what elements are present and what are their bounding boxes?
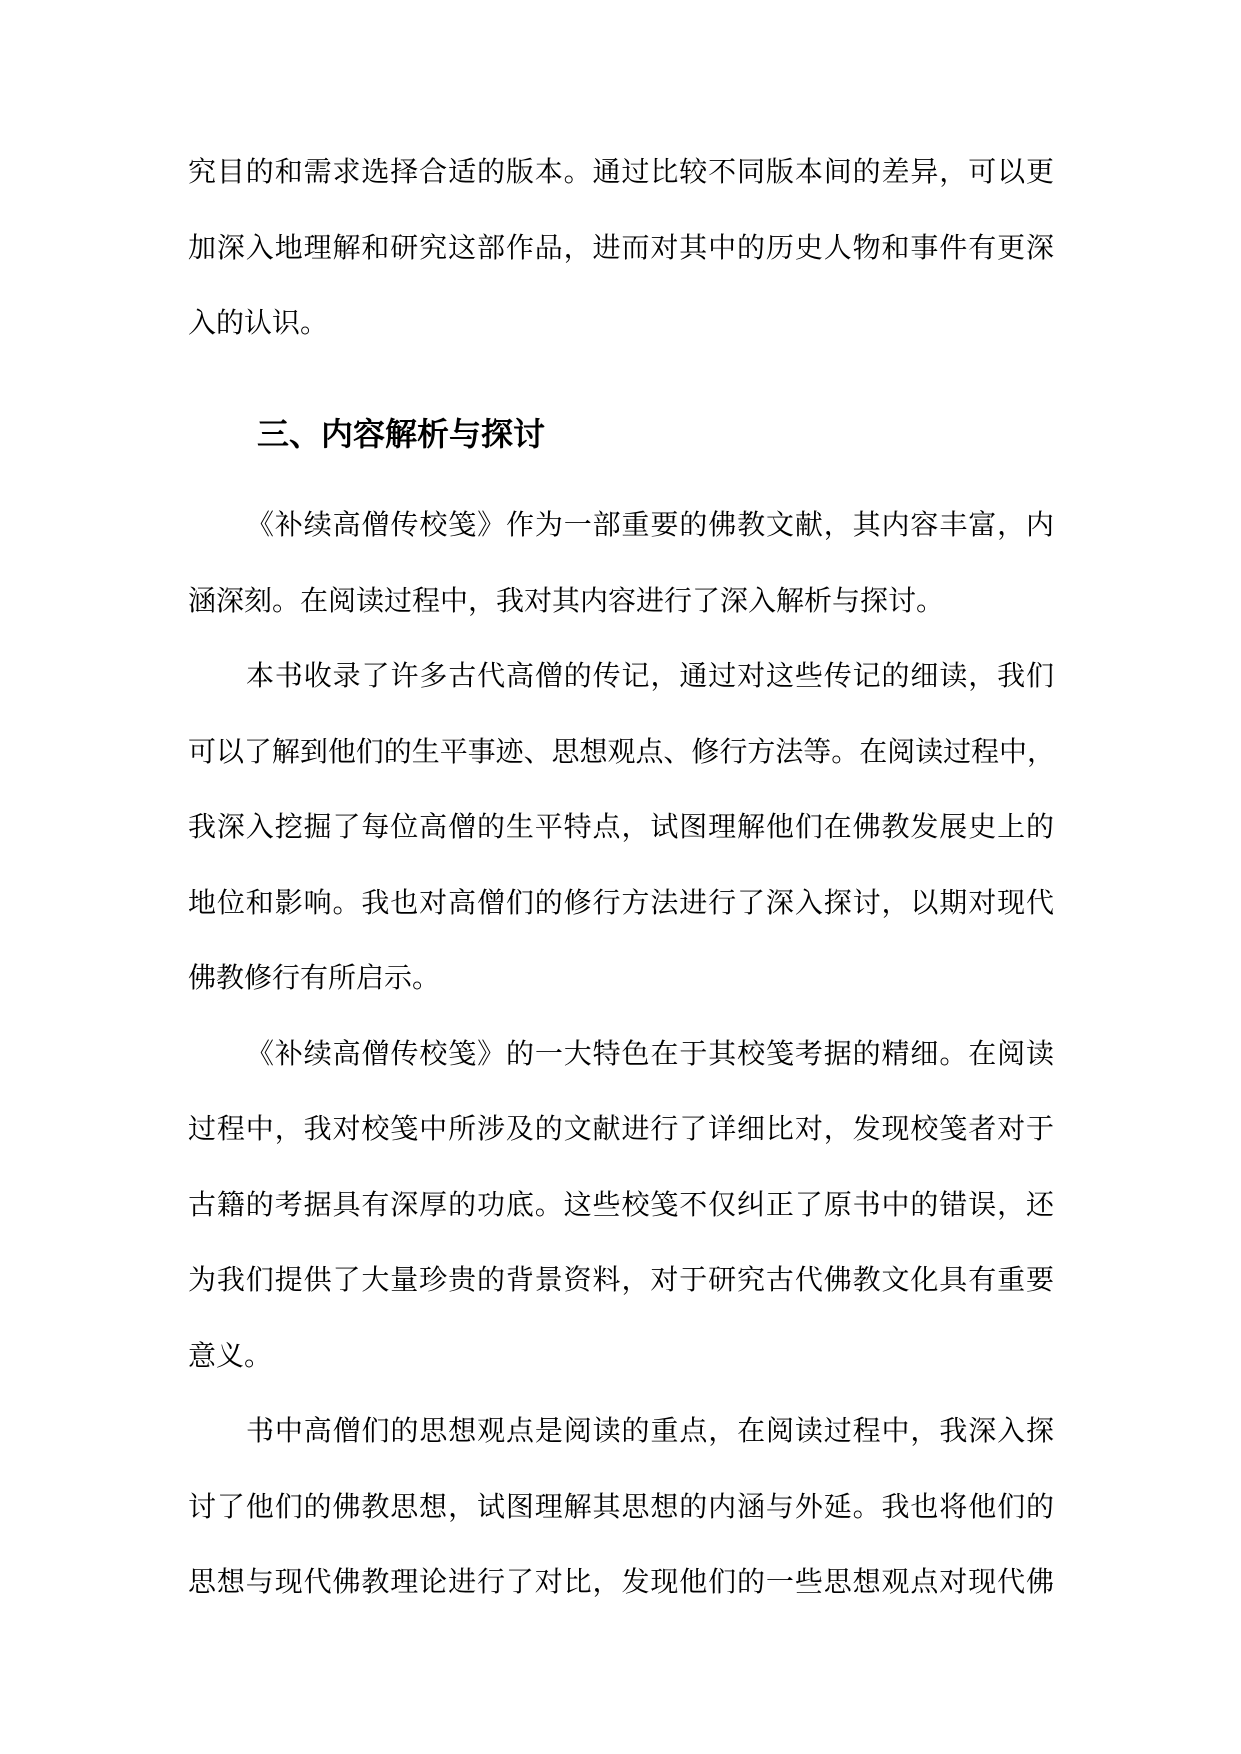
text-line: 地位和影响。我也对高僧们的修行方法进行了深入探讨，以期对现代: [188, 885, 1054, 919]
text-line: 入的认识。: [188, 306, 329, 339]
text-line: 《补续高僧传校笺》作为一部重要的佛教文献，其内容丰富，内: [246, 508, 1054, 541]
text-line: 佛教修行有所启示。: [188, 961, 441, 994]
text-line: 我深入挖掘了每位高僧的生平特点，试图理解他们在佛教发展史上的: [188, 810, 1054, 843]
text-line: 古籍的考据具有深厚的功底。这些校笺不仅纠正了原书中的错误，还: [188, 1187, 1054, 1221]
text-line: 讨了他们的佛教思想，试图理解其思想的内涵与外延。我也将他们的: [188, 1489, 1054, 1523]
paragraph: [188, 1393, 1054, 1620]
text-line: 为我们提供了大量珍贵的背景资料，对于研究古代佛教文化具有重要: [188, 1263, 1054, 1296]
text-line: 究目的和需求选择合适的版本。通过比较不同版本间的差异，可以更: [188, 155, 1054, 188]
text-line: 可以了解到他们的生平事迹、思想观点、修行方法等。在阅读过程中，: [188, 734, 1054, 768]
section-heading: 三、内容解析与探讨: [257, 414, 546, 453]
text-line: 书中高僧们的思想观点是阅读的重点，在阅读过程中，我深入探: [246, 1414, 1054, 1447]
document-body: [188, 134, 1054, 1620]
text-line: 《补续高僧传校笺》的一大特色在于其校笺考据的精细。在阅读: [246, 1036, 1054, 1070]
text-line: 思想与现代佛教理论进行了对比，发现他们的一些思想观点对现代佛: [188, 1565, 1054, 1598]
paragraph: [188, 1016, 1054, 1394]
text-line: 涵深刻。在阅读过程中，我对其内容进行了深入解析与探讨。: [188, 583, 945, 617]
text-line: 意义。: [188, 1338, 273, 1372]
paragraph: [188, 487, 1054, 638]
text-line: 本书收录了许多古代高僧的传记，通过对这些传记的细读，我们: [246, 659, 1054, 692]
continued-paragraph: [188, 134, 1054, 361]
text-line: 过程中，我对校笺中所涉及的文献进行了详细比对，发现校笺者对于: [188, 1112, 1054, 1145]
paragraph: [188, 638, 1054, 1016]
text-line: 加深入地理解和研究这部作品，进而对其中的历史人物和事件有更深: [188, 230, 1054, 264]
